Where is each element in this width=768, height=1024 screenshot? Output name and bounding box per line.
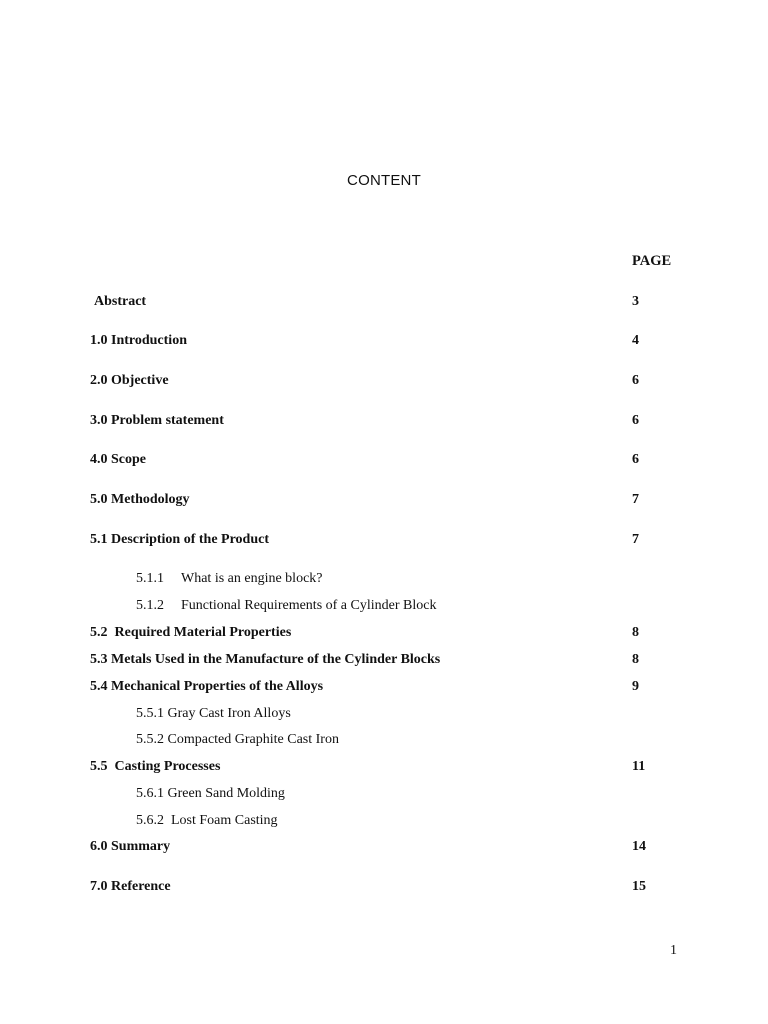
- page-column-heading: PAGE: [632, 253, 672, 269]
- toc-entry-page: 6: [632, 373, 639, 388]
- toc-entry-metals-used[interactable]: [0, 652, 768, 672]
- toc-entry-label: 5.0 Methodology: [90, 492, 190, 507]
- toc-entry-problem-statement[interactable]: [0, 413, 768, 433]
- toc-entry-label: 5.1 Description of the Product: [90, 532, 269, 547]
- toc-entry-label: 6.0 Summary: [90, 839, 171, 854]
- toc-entry-introduction[interactable]: [0, 333, 768, 353]
- toc-entry-number: 5.1.2: [136, 598, 164, 613]
- toc-entry-methodology[interactable]: [0, 492, 768, 512]
- toc-entry-label: 4.0 Scope: [90, 452, 146, 467]
- toc-subentry-engine-block[interactable]: [0, 571, 768, 591]
- toc-entry-label: 5.4 Mechanical Properties of the Alloys: [90, 679, 324, 694]
- toc-entry-label: 5.5.2 Compacted Graphite Cast Iron: [136, 732, 339, 747]
- toc-entry-text: What is an engine block?: [181, 571, 323, 586]
- toc-subentry-lost-foam[interactable]: [0, 813, 768, 833]
- toc-entry-label: 5.3 Metals Used in the Manufacture of the Cylinder Blocks: [90, 652, 441, 667]
- toc-entry-label: 5.2 Required Material Properties: [90, 625, 292, 640]
- toc-entry-label: 2.0 Objective: [90, 373, 169, 388]
- toc-subentry-compacted-graphite[interactable]: [0, 732, 768, 752]
- toc-entry-page: 11: [632, 759, 646, 774]
- toc-entry-objective[interactable]: [0, 373, 768, 393]
- toc-entry-page: 9: [632, 679, 639, 694]
- toc-entry-mechanical-properties[interactable]: [0, 679, 768, 699]
- toc-entry-text: Functional Requirements of a Cylinder Block: [181, 598, 437, 613]
- toc-entry-reference[interactable]: [0, 879, 768, 899]
- toc-entry-label: 1.0 Introduction: [90, 333, 187, 348]
- toc-entry-label: 5.6.2 Lost Foam Casting: [136, 813, 278, 828]
- toc-entry-page: 6: [632, 452, 639, 467]
- toc-entry-label: 5.5.1 Gray Cast Iron Alloys: [136, 706, 291, 721]
- toc-entry-label: Abstract: [94, 294, 147, 309]
- toc-entry-page: 8: [632, 652, 639, 667]
- toc-entry-required-material-properties[interactable]: [0, 625, 768, 645]
- toc-entry-page: 3: [632, 294, 639, 309]
- toc-entry-page: 15: [632, 879, 646, 894]
- toc-entry-summary[interactable]: [0, 839, 768, 859]
- toc-entry-page: 7: [632, 532, 639, 547]
- toc-entry-page: 6: [632, 413, 639, 428]
- toc-entry-label: 3.0 Problem statement: [90, 413, 224, 428]
- toc-entry-page: 7: [632, 492, 639, 507]
- toc-entry-page: 14: [632, 839, 646, 854]
- toc-entry-scope[interactable]: [0, 452, 768, 472]
- footer-page-number: 1: [670, 943, 677, 958]
- toc-entry-label: 5.5 Casting Processes: [90, 759, 221, 774]
- toc-entry-label: 7.0 Reference: [90, 879, 171, 894]
- toc-entry-page: 4: [632, 333, 639, 348]
- toc-entry-label: [136, 598, 436, 614]
- toc-subentry-gray-cast-iron[interactable]: [0, 706, 768, 726]
- toc-subentry-green-sand[interactable]: [0, 786, 768, 806]
- toc-entry-label: [136, 571, 323, 587]
- toc-entry-casting-processes[interactable]: [0, 759, 768, 779]
- toc-subentry-functional-requirements[interactable]: [0, 598, 768, 618]
- toc-entry-page: 8: [632, 625, 639, 640]
- page-title: CONTENT: [347, 172, 421, 189]
- toc-entry-label: 5.6.1 Green Sand Molding: [136, 786, 285, 801]
- toc-entry-abstract[interactable]: [0, 294, 768, 314]
- toc-entry-number: 5.1.1: [136, 571, 164, 586]
- toc-entry-description-of-product[interactable]: [0, 532, 768, 552]
